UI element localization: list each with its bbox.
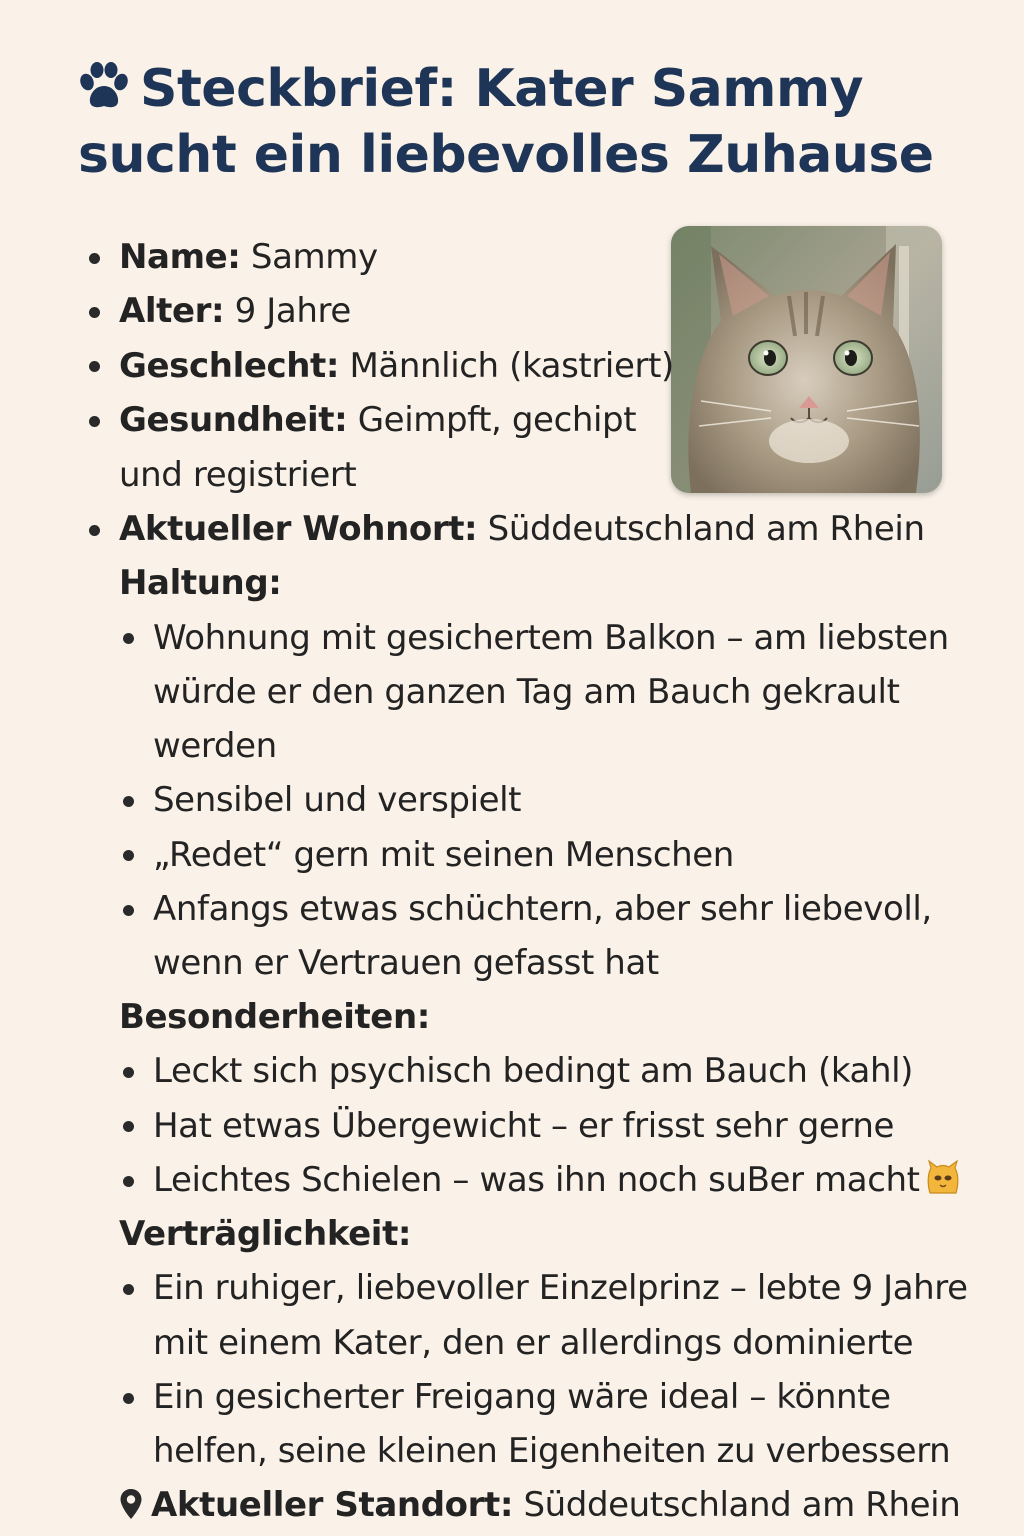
list-item: Sensibel und verspielt bbox=[153, 780, 522, 820]
list-item: Ein ruhiger, liebevoller Einzelprinz – lebte 9 Jahre bbox=[153, 1268, 968, 1308]
fact-label: Gesundheit: bbox=[119, 400, 348, 440]
section-heading-besonderheiten: Besonderheiten: bbox=[119, 997, 430, 1037]
fact-value: Süddeutschland am Rhein bbox=[477, 509, 925, 549]
bullet bbox=[123, 796, 134, 807]
list-item-text: Leichtes Schielen – was ihn noch suBer macht bbox=[153, 1160, 920, 1200]
fact-value: Sammy bbox=[240, 237, 378, 277]
fact-residence bbox=[119, 502, 925, 557]
list-item-continued: wenn er Vertrauen gefasst hat bbox=[153, 943, 659, 983]
page-title bbox=[78, 56, 978, 188]
section-heading-haltung: Haltung: bbox=[119, 563, 282, 603]
list-item: Leckt sich psychisch bedingt am Bauch (kahl) bbox=[153, 1051, 914, 1091]
location-line bbox=[119, 1478, 960, 1533]
fact-label: Name: bbox=[119, 237, 241, 277]
bullet bbox=[123, 1067, 134, 1078]
fact-value: 9 Jahre bbox=[224, 291, 351, 331]
list-item-continued: würde er den ganzen Tag am Bauch gekrault bbox=[153, 672, 900, 712]
bullet bbox=[123, 850, 134, 861]
cat-face-emoji-icon bbox=[924, 1159, 962, 1197]
bullet bbox=[89, 307, 100, 318]
cat-photo bbox=[671, 226, 942, 493]
bullet bbox=[123, 1121, 134, 1132]
bullet bbox=[123, 633, 134, 644]
fact-label: Aktueller Wohnort: bbox=[119, 509, 478, 549]
bullet bbox=[89, 525, 100, 536]
section-heading-vertraeglichkeit: Verträglichkeit: bbox=[119, 1214, 412, 1254]
list-item: „Redet“ gern mit seinen Menschen bbox=[153, 835, 734, 875]
map-pin-icon bbox=[119, 1482, 143, 1514]
fact-value: Männlich (kastriert) bbox=[339, 346, 674, 386]
fact-age bbox=[119, 284, 351, 339]
list-item bbox=[153, 1153, 962, 1208]
fact-health bbox=[119, 393, 636, 448]
title-text: Steckbrief: Kater Sammy sucht ein liebevolles Zuhause bbox=[78, 59, 934, 185]
fact-name bbox=[119, 230, 378, 285]
list-item-continued: werden bbox=[153, 726, 277, 766]
bullet bbox=[89, 361, 100, 372]
list-item-continued: helfen, seine kleinen Eigenheiten zu verbessern bbox=[153, 1431, 951, 1471]
list-item: Ein gesicherter Freigang wäre ideal – könnte bbox=[153, 1377, 891, 1417]
bullet bbox=[89, 253, 100, 264]
list-item: Anfangs etwas schüchtern, aber sehr liebevoll, bbox=[153, 889, 932, 929]
fact-value: Geimpft, gechipt bbox=[347, 400, 637, 440]
bullet bbox=[123, 1284, 134, 1295]
location-label: Aktueller Standort: bbox=[151, 1485, 514, 1525]
fact-label: Geschlecht: bbox=[119, 346, 340, 386]
fact-sex bbox=[119, 339, 674, 394]
paw-icon bbox=[78, 60, 130, 108]
fact-health-continued: und registriert bbox=[119, 455, 357, 495]
list-item: Hat etwas Übergewicht – er frisst sehr gerne bbox=[153, 1106, 895, 1146]
list-item-continued: mit einem Kater, den er allerdings dominierte bbox=[153, 1323, 914, 1363]
list-item: Wohnung mit gesichertem Balkon – am liebsten bbox=[153, 618, 949, 658]
bullet bbox=[123, 1393, 134, 1404]
bullet bbox=[89, 416, 100, 427]
bullet bbox=[123, 1176, 134, 1187]
bullet bbox=[123, 905, 134, 916]
location-value: Süddeutschland am Rhein bbox=[513, 1485, 961, 1525]
fact-label: Alter: bbox=[119, 291, 225, 331]
